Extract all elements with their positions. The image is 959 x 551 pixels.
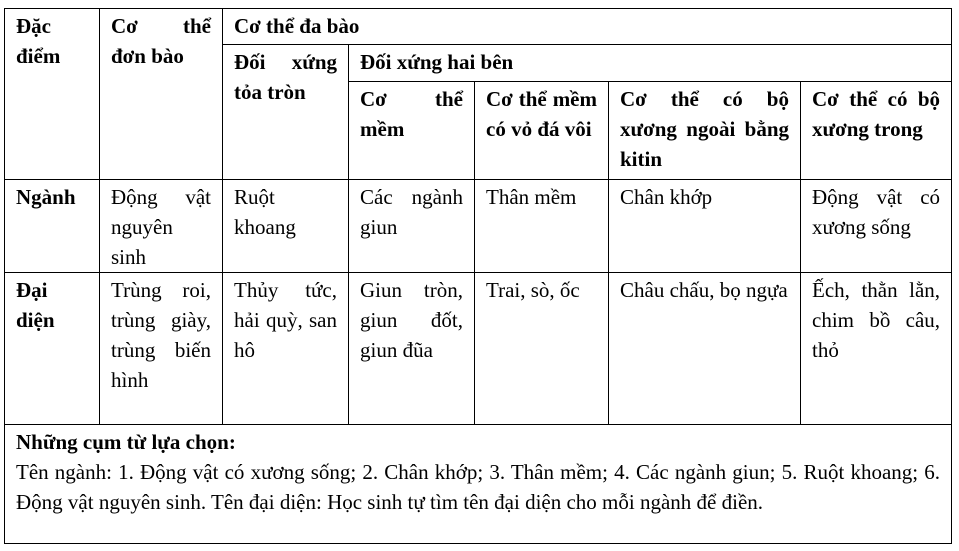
cell-nganh-3: Các ngành giun: [349, 180, 475, 273]
header-dac-diem: Đặc điểm: [5, 9, 100, 180]
cell-nganh-6: Động vật có xương sống: [801, 180, 952, 273]
header-xuong-trong: Cơ thể có bộ xương trong: [801, 82, 952, 180]
cell-dai-dien-2: Thủy tức, hải quỳ, san hô: [223, 273, 349, 425]
header-xuong-ngoai: Cơ thể có bộ xương ngoài bằng kitin: [609, 82, 801, 180]
header-co-the-mem: Cơ thể mềm: [349, 82, 475, 180]
table-row-nganh: [5, 180, 952, 273]
row-label-dai-dien: Đại diện: [5, 273, 100, 425]
header-hai-ben: Đối xứng hai bên: [349, 45, 952, 82]
header-toa-tron: Đối xứng tỏa tròn: [223, 45, 349, 180]
classification-table: [4, 8, 952, 544]
cell-nganh-1: Động vật nguyên sinh: [100, 180, 223, 273]
header-co-vo-da-voi: Cơ thể mềm có vỏ đá vôi: [475, 82, 609, 180]
cell-nganh-4: Thân mềm: [475, 180, 609, 273]
cell-dai-dien-3: Giun tròn, giun đốt, giun đũa: [349, 273, 475, 425]
cell-dai-dien-1: Trùng roi, trùng giày, trùng biến hình: [100, 273, 223, 425]
note-title: Những cụm từ lựa chọn:: [16, 430, 236, 454]
cell-dai-dien-5: Châu chấu, bọ ngựa: [609, 273, 801, 425]
header-da-bao: Cơ thể đa bào: [223, 9, 952, 45]
note-body: Tên ngành: 1. Động vật có xương sống; 2. Chân khớp; 3. Thân mềm; 4. Các ngành giun; 5. Ruột khoang; 6. Động vật nguyên sinh. Tên đại diện: Học sinh tự tìm tên đại diện cho mỗi ngành để điền.: [16, 460, 941, 514]
table-row-dai-dien: [5, 273, 952, 425]
cell-nganh-5: Chân khớp: [609, 180, 801, 273]
cell-nganh-2: Ruột khoang: [223, 180, 349, 273]
header-don-bao: Cơ thể đơn bào: [100, 9, 223, 180]
note-cell: [5, 425, 952, 544]
cell-dai-dien-6: Ếch, thằn lằn, chim bồ câu, thỏ: [801, 273, 952, 425]
note-row: [5, 425, 952, 544]
row-label-nganh: Ngành: [5, 180, 100, 273]
cell-dai-dien-4: Trai, sò, ốc: [475, 273, 609, 425]
